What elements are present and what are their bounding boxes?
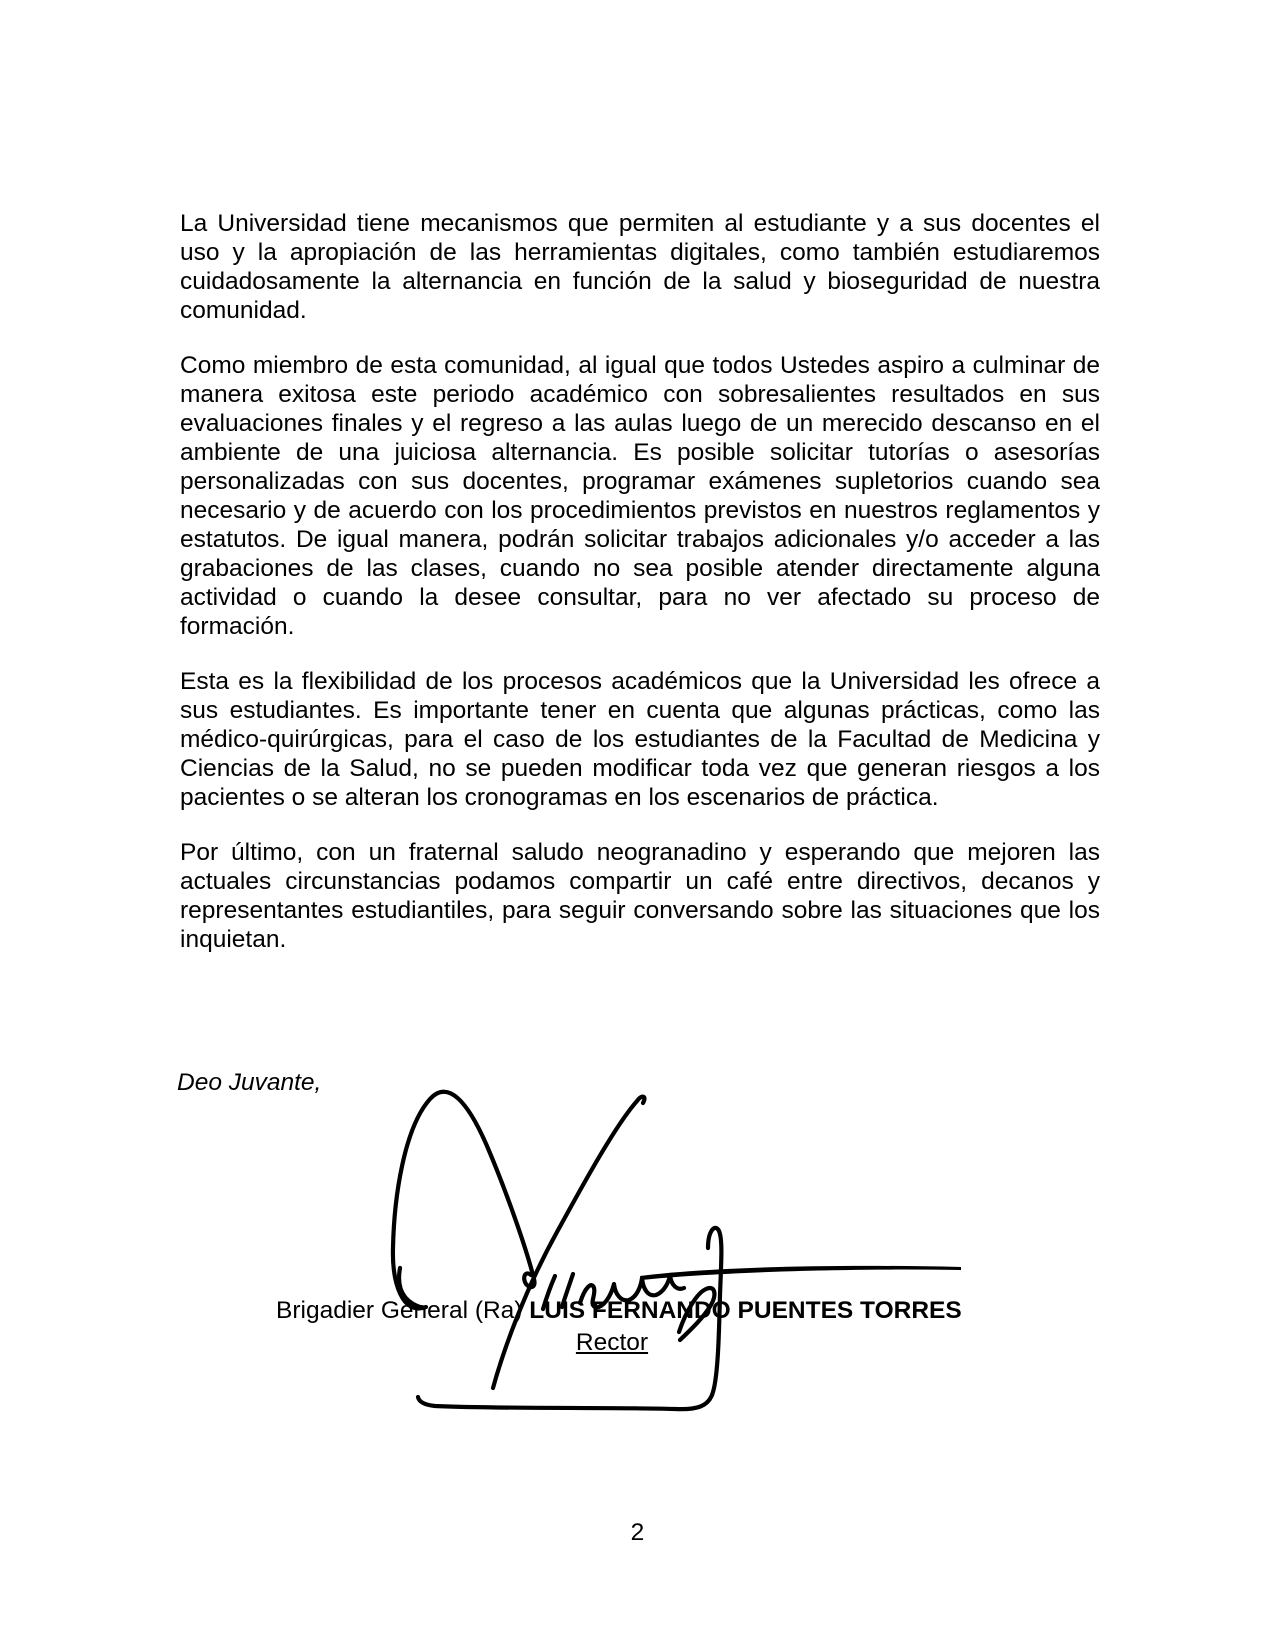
page-number: 2 [630,1519,645,1546]
signature-image [380,1080,980,1425]
signature-stroke-crossbar [640,1266,961,1280]
signer-title: Brigadier General (Ra) [276,1297,530,1324]
paragraph-3: Esta es la flexibilidad de los procesos académicos que la Universidad les ofrece a sus estudiantes. Es importante tener en cuenta que algunas prácticas, como las médico-quirúrgicas, para el caso de los estudiantes de la Facultad de Medicina y Ciencias de la Salud, no se pueden modificar toda vez que generan riesgos a los pacientes o se alteran los cronogramas en los escenarios de práctica. [180,668,1100,811]
valediction: Deo Juvante, [177,1069,322,1096]
signature-stroke-loop [393,1092,535,1309]
signer-name: LUIS FERNANDO PUENTES TORRES [529,1297,962,1324]
signer-name-line [276,1296,962,1325]
paragraph-4: Por último, con un fraternal saludo neogranadino y esperando que mejoren las actuales circunstancias podamos compartir un café entre directivos, decanos y representantes estudiantiles, para seguir conversando sobre las situaciones que los inquietan. [180,839,1100,953]
letter-body [180,209,1100,980]
signature-block [276,1296,962,1357]
paragraph-1: La Universidad tiene mecanismos que permiten al estudiante y a sus docentes el uso y la apropiación de las herramientas digitales, como también estudiaremos cuidadosamente la alternancia en función de la salud y bioseguridad de nuestra comunidad. [180,210,1100,324]
signer-role: Rector [575,1329,649,1356]
paragraph-2: Como miembro de esta comunidad, al igual que todos Ustedes aspiro a culminar de manera exitosa este periodo académico con sobresalientes resultados en sus evaluaciones finales y el regreso a las aulas luego de un merecido descanso en el ambiente de una juiciosa alternancia. Es posible solicitar tutorías o asesorías personalizadas con sus docentes, programar exámenes supletorios cuando sea necesario y de acuerdo con los procedimientos previstos en nuestros reglamentos y estatutos. De igual manera, podrán solicitar trabajos adicionales y/o acceder a las grabaciones de las clases, cuando no sea posible atender directamente alguna actividad o cuando la desee consultar, para no ver afectado su proceso de formación. [180,352,1100,640]
